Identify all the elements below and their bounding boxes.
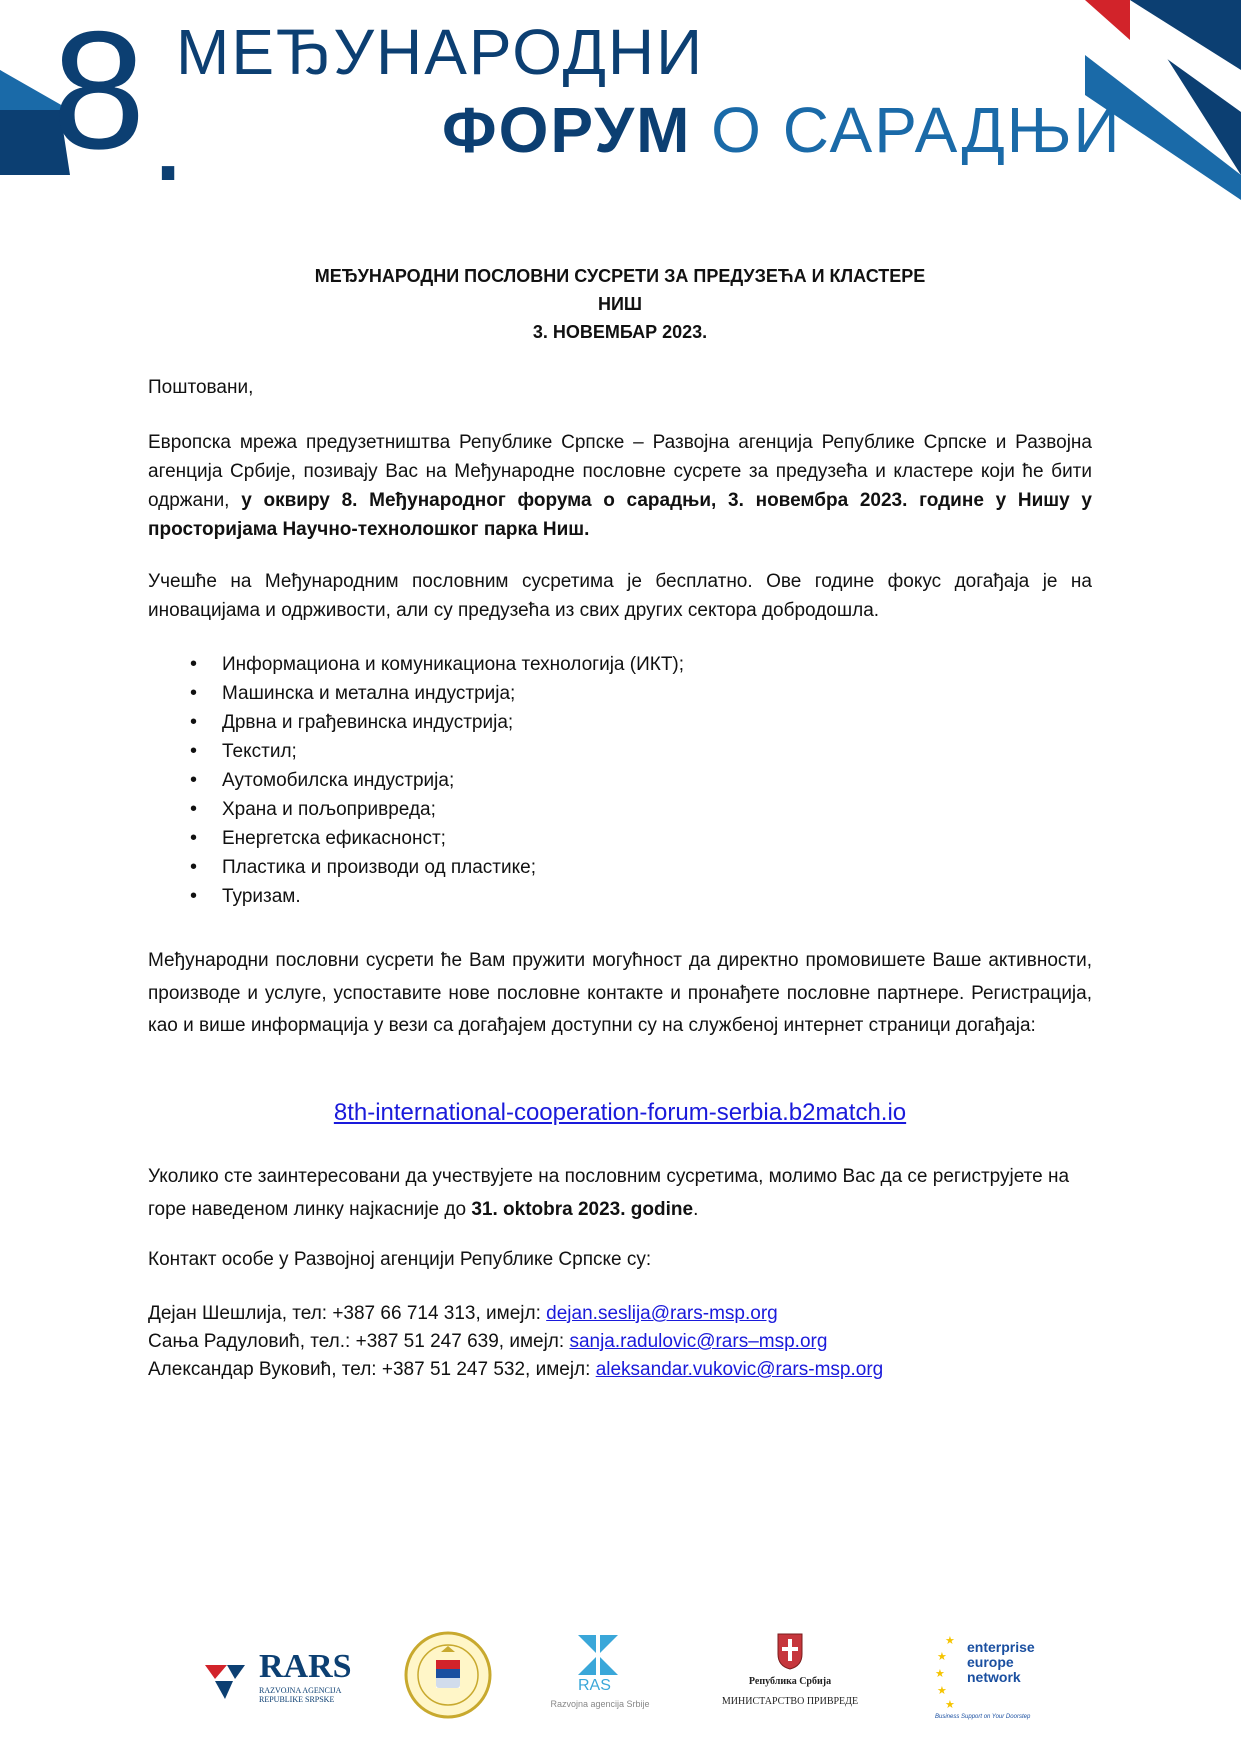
een-stars-icon: [935, 1632, 965, 1712]
greeting: Поштовани,: [148, 377, 254, 398]
title-city: НИШ: [597, 294, 643, 314]
contact-details: Сања Радуловић, тел.: +387 51 247 639, имејл:: [148, 1331, 570, 1352]
list-item: • Текстил;: [190, 737, 684, 766]
ministry-line1: Република Србија: [748, 1676, 832, 1687]
contact-row: [148, 1328, 1092, 1356]
ministry-logo: [715, 1630, 865, 1720]
title-date: 3. НОВЕМБАР 2023.: [532, 322, 708, 342]
sector-list: [190, 650, 684, 911]
invitation-text: Европска мрежа предузетништва Републике Српске – Развојна агенција Републике Српске и Развојна агенција Србије, позивају Вас на Међународне пословне сусрете за предузећа и кластере који ће бити одржани,: [148, 432, 1092, 511]
een-line2: europe: [967, 1654, 1014, 1670]
list-item: • Енергетска ефикаснонст;: [190, 824, 684, 853]
list-item: • Дрвна и грађевинска индустрија;: [190, 708, 684, 737]
header-banner: [0, 0, 1241, 208]
paragraph-registration: [148, 1160, 1092, 1226]
invitation-bold: у оквиру 8. Међународног форума о сарадњи, 3. новембра 2023. године у Нишу у просторијама Научно-технолошког парка Ниш.: [148, 490, 1092, 540]
contact-email-link[interactable]: sanja.radulovic@rars–msp.org: [569, 1331, 828, 1352]
republika-srpska-seal-icon: [403, 1630, 493, 1720]
title-line1: МЕЂУНАРОДНИ ПОСЛОВНИ СУСРЕТИ ЗА ПРЕДУЗЕЋА И КЛАСТЕРЕ: [314, 266, 926, 286]
paragraph-participation: Учешће на Међународним пословним сусретима је бесплатно. Ове године фокус догађаја је на иновацијама и одрживости, али су предузећа из свих других сектора добродошла.: [148, 571, 1092, 621]
registration-text: Уколико сте заинтересовани да учествујете на пословним сусретима, молимо Вас да се региструјете на горе наведеном линку најкасније до: [148, 1166, 1070, 1220]
een-line3: network: [967, 1669, 1021, 1685]
ministry-line2: МИНИСТАРСТВО ПРИВРЕДЕ: [721, 1696, 859, 1707]
forum-title-line1: МЕЂУНАРОДНИ: [176, 16, 705, 88]
list-item: • Информациона и комуникациона технологија (ИКТ);: [190, 650, 684, 679]
contact-email-link[interactable]: aleksandar.vukovic@rars-msp.org: [595, 1359, 884, 1380]
contacts-intro: Контакт особе у Развојној агенцији Републике Српске су:: [148, 1249, 652, 1270]
forum-number: 8: [52, 0, 146, 184]
document-title: [148, 262, 1092, 346]
rars-logo: [205, 1650, 355, 1710]
ras-name: RAS: [578, 1677, 611, 1694]
registration-deadline: 31. oktobra 2023. godine: [471, 1199, 694, 1220]
forum-title-light: О САРАДЊИ: [711, 94, 1122, 166]
list-item: • Пластика и производи од пластике;: [190, 853, 684, 882]
forum-number-dot: .: [150, 62, 187, 208]
contact-row: [148, 1356, 1092, 1384]
contacts-list: [148, 1300, 1092, 1384]
rars-sub1: RAZVOJNA AGENCIJA: [259, 1686, 342, 1695]
een-logo: [935, 1632, 1045, 1722]
forum-title-bold: ФОРУМ: [442, 94, 692, 166]
ras-logo: [550, 1635, 650, 1720]
ras-sub: Razvojna agencija Srbije: [550, 1699, 650, 1709]
rars-sub2: REPUBLIKE SRPSKE: [259, 1695, 335, 1704]
paragraph-opportunities: Међународни пословни сусрети ће Вам пружити могућност да директно промовишете Ваше активности, производе и услуге, успоставите нове пословне контакте и пронађете пословне партнере. Регистрација, као и више информација у вези са догађајем доступни су на службеној интернет страници догађаја:: [148, 950, 1092, 1036]
event-url-link[interactable]: 8th-international-cooperation-forum-serbia.b2match.io: [333, 1099, 907, 1126]
forum-title-line2: [442, 96, 1121, 164]
list-item: • Храна и пољопривреда;: [190, 795, 684, 824]
list-item: • Аутомобилска индустрија;: [190, 766, 684, 795]
registration-end: .: [693, 1199, 699, 1220]
een-line1: enterprise: [967, 1639, 1035, 1655]
contact-row: [148, 1300, 1092, 1328]
svg-text:★: ★: [937, 1651, 947, 1663]
ras-mark-icon: [578, 1635, 618, 1675]
serbia-coat-of-arms-icon: [775, 1630, 805, 1670]
rars-mark-icon: [205, 1655, 255, 1705]
event-url-container: [148, 1097, 1092, 1129]
rars-name: RARS: [259, 1648, 352, 1685]
svg-text:★: ★: [937, 1685, 947, 1697]
list-item: • Машинска и метална индустрија;: [190, 679, 684, 708]
svg-text:★: ★: [945, 1699, 955, 1711]
footer-logos: [0, 1620, 1241, 1730]
svg-text:★: ★: [945, 1635, 955, 1647]
een-tagline: Business Support on Your Doorstep: [935, 1714, 1031, 1720]
contact-email-link[interactable]: dejan.seslija@rars-msp.org: [546, 1303, 778, 1324]
paragraph-invitation: [148, 428, 1092, 544]
list-item: • Туризам.: [190, 882, 684, 911]
contact-details: Дејан Шешлија, тел: +387 66 714 313, имејл:: [148, 1303, 547, 1324]
svg-text:★: ★: [935, 1668, 945, 1680]
contact-details: Александар Вуковић, тел: +387 51 247 532, имејл:: [148, 1359, 596, 1380]
